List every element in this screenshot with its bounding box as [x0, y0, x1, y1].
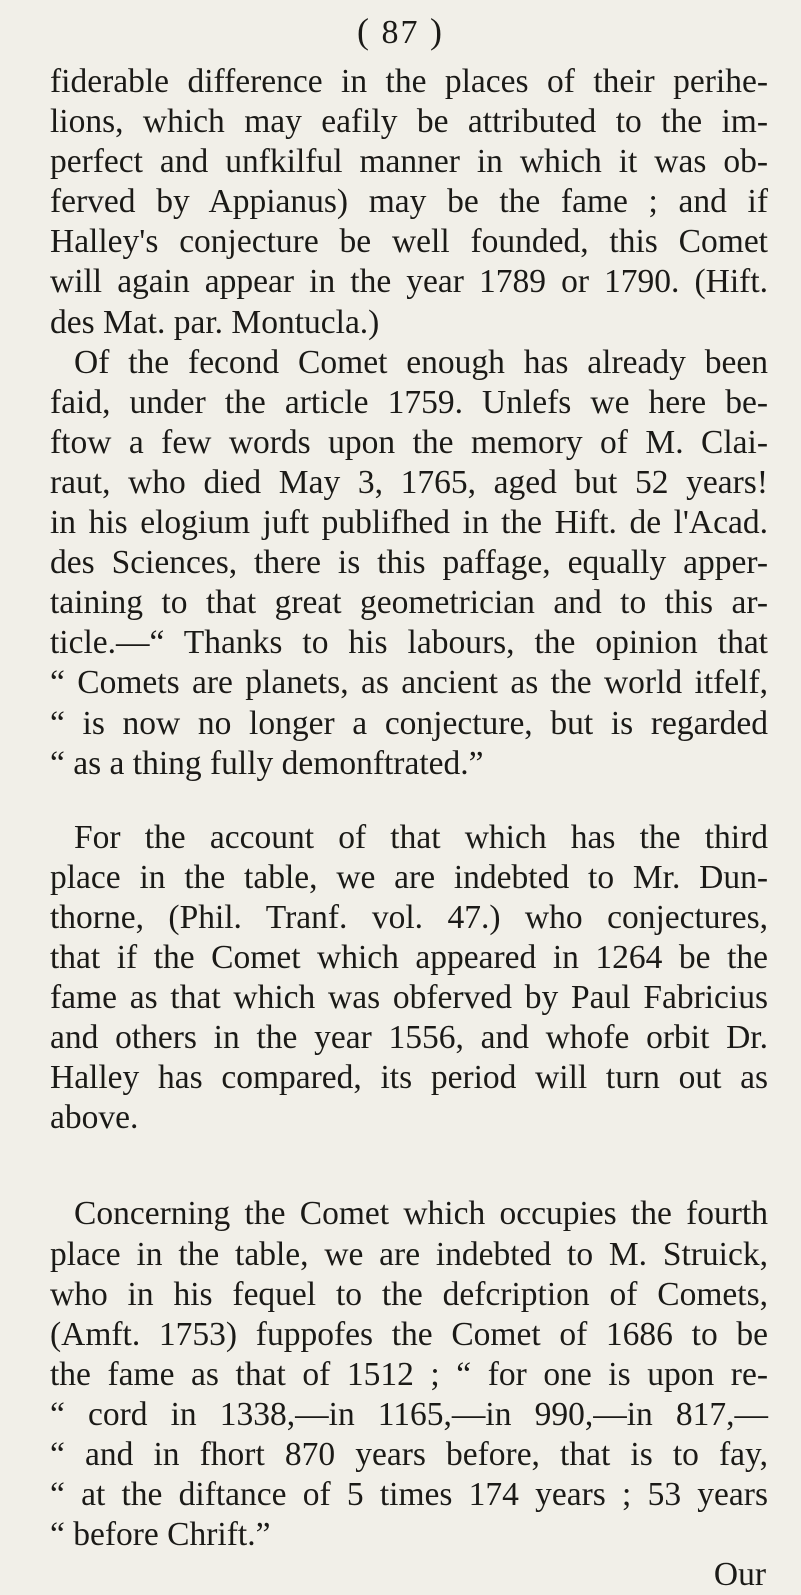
text-line: the fame as that of 1512 ; “ for one is upon re-: [50, 1355, 768, 1393]
text-line: “ and in fhort 870 years before, that is to fay,: [50, 1436, 768, 1473]
text-line: perfect and unfkilful manner in which it was ob-: [50, 143, 768, 181]
text-line: ticle.—“ Thanks to his labours, the opinion that: [50, 624, 768, 662]
folio-close-paren: ): [430, 11, 444, 51]
text-line: Concerning the Comet which occupies the fourth: [74, 1195, 768, 1233]
folio-number: 87: [381, 14, 420, 51]
text-line: Halley's conjecture be well founded, this Comet: [50, 223, 768, 261]
paragraph-3: [50, 818, 768, 1139]
text-line: place in the table, we are indebted to Mr. Dun-: [50, 858, 768, 896]
text-line: des Mat. par. Montucla.): [50, 303, 380, 341]
text-line: who in his fequel to the defcription of Comets,: [50, 1275, 768, 1313]
text-line: Of the fecond Comet enough has already been: [74, 343, 768, 381]
paragraph-4: [50, 1194, 768, 1555]
text-line: fiderable difference in the places of their perihe-: [50, 63, 768, 100]
text-line: above.: [50, 1099, 139, 1137]
text-line: ferved by Appianus) may be the fame ; and if: [50, 183, 768, 221]
paragraph-2: [50, 343, 768, 784]
paragraph-1: [50, 62, 768, 343]
text-line: that if the Comet which appeared in 1264 be the: [50, 938, 768, 976]
text-line: taining to that great geometrician and to this ar-: [50, 584, 768, 622]
body-text: [50, 62, 768, 1595]
paragraph-gap: [50, 784, 768, 818]
text-line: “ as a thing fully demonftrated.”: [50, 744, 484, 782]
text-line: in his elogium juft publifhed in the Hift. de l'Acad.: [50, 504, 768, 542]
text-line: raut, who died May 3, 1765, aged but 52 years!: [50, 463, 768, 501]
text-line: “ is now no longer a conjecture, but is regarded: [50, 704, 768, 742]
text-line: “ before Chrift.”: [50, 1516, 271, 1554]
text-line: ftow a few words upon the memory of M. Clai-: [50, 423, 768, 461]
text-line: faid, under the article 1759. Unlefs we here be-: [50, 383, 768, 421]
text-line: (Amft. 1753) fuppofes the Comet of 1686 to be: [50, 1315, 768, 1353]
text-line: place in the table, we are indebted to M. Struick,: [50, 1235, 768, 1273]
text-line: fame as that which was obferved by Paul Fabricius: [50, 979, 768, 1017]
text-line: will again appear in the year 1789 or 1790. (Hift.: [50, 263, 768, 301]
folio-open-paren: (: [357, 11, 371, 51]
page-number: [0, 10, 801, 52]
text-line: “ at the diftance of 5 times 174 years ; 53 years: [50, 1476, 768, 1514]
text-line: “ Comets are planets, as ancient as the world itfelf,: [50, 664, 768, 702]
paragraph-gap: [50, 1138, 768, 1194]
text-line: lions, which may eafily be attributed to the im-: [50, 103, 768, 141]
text-line: For the account of that which has the third: [74, 818, 768, 856]
catchword: Our: [713, 1556, 766, 1594]
text-line: “ cord in 1338,—in 1165,—in 990,—in 817,—: [50, 1395, 768, 1433]
text-line: des Sciences, there is this paffage, equally apper-: [50, 544, 768, 582]
text-line: thorne, (Phil. Tranf. vol. 47.) who conjectures,: [50, 898, 768, 936]
text-line: and others in the year 1556, and whofe orbit Dr.: [50, 1019, 768, 1057]
text-line: Halley has compared, its period will turn out as: [50, 1059, 768, 1097]
